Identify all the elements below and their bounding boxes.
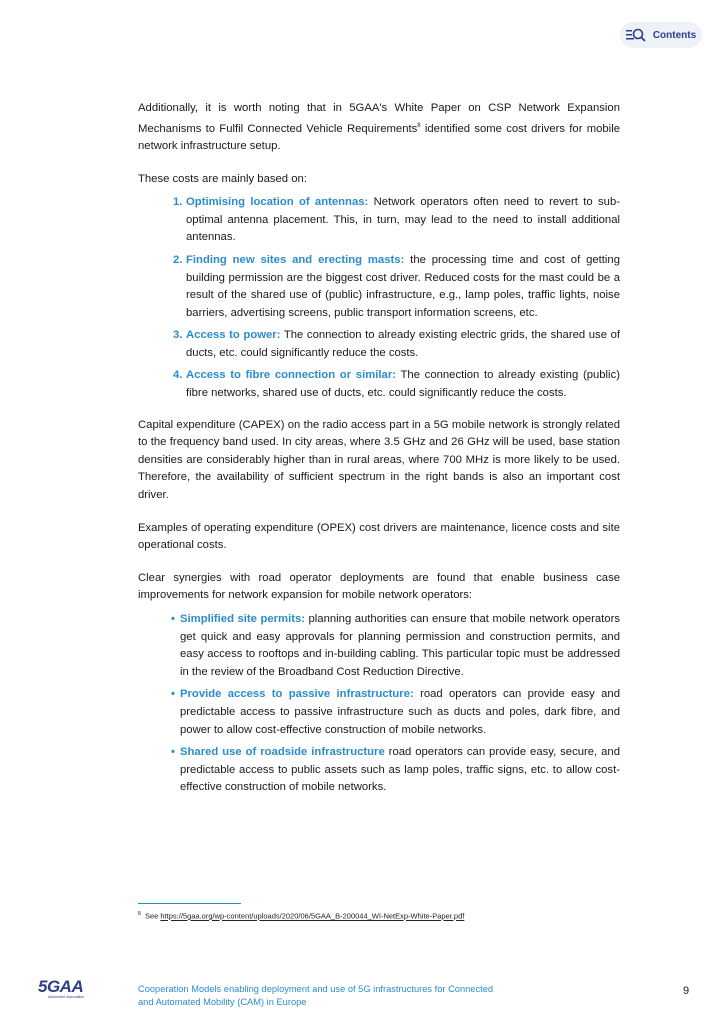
opex-paragraph: Examples of operating expenditure (OPEX) cost drivers are maintenance, licence costs and site operational costs. bbox=[138, 521, 620, 552]
footnote-link[interactable]: https://5gaa.org/wp-content/uploads/2020/06/5GAA_B-200044_WI-NetExp-White-Paper.pdf bbox=[160, 911, 465, 921]
capex-paragraph: Capital expenditure (CAPEX) on the radio access part in a 5G mobile network is strongly related to the frequency band used. In city areas, where 3.5 GHz and 26 GHz will be used, base station densities are considerably higher than in rural areas, where 700 MHz is more likely to be used. Therefore, the availability of sufficient spectrum in the right bands is also an important cost driver. bbox=[138, 418, 620, 502]
list-item: 4. Access to fibre connection or similar: The connection to already existing (public) fibre networks, shared use of ducts, etc. could significantly reduce the costs. bbox=[173, 369, 620, 400]
list-item: • Provide access to passive infrastructure: road operators can provide easy and predictable access to passive infrastructure such as ducts and poles, dark fibre, and power to allow cost-effective construction of mobile networks. bbox=[171, 688, 620, 736]
contents-button[interactable] bbox=[620, 22, 702, 48]
footer-title: Cooperation Models enabling deployment and use of 5G infrastructures for Connected and Automated Mobility (CAM) in Europe bbox=[138, 984, 494, 1007]
costs-intro: These costs are mainly based on: bbox=[138, 172, 307, 185]
cost-driver-list bbox=[138, 194, 620, 403]
footnote-ref[interactable]: 8 bbox=[417, 122, 421, 129]
page-number: 9 bbox=[683, 985, 690, 997]
intro-paragraph: Additionally, it is worth noting that in 5GAA's White Paper on CSP Network Expansion Mechanisms to Fulfil Connected Vehicle Requirements$^8$ identified some cost drivers for mobile network infrastructure setup. bbox=[138, 102, 620, 152]
synergies-paragraph: Clear synergies with road operator deployments are found that enable business case improvements for network expansion for mobile network operators: bbox=[138, 571, 620, 602]
synergy-list bbox=[138, 611, 620, 797]
list-item: 3. Access to power: The connection to already existing electric grids, the shared use of ducts, etc. could significantly reduce the costs. bbox=[173, 329, 620, 359]
list-item: 2. Finding new sites and erecting masts: the processing time and cost of getting building permission are the biggest cost driver. Reduced costs for the mast could be a result of the shared use of (public) infrastructure, e.g., lamp poles, traffic lights, noise barriers, advertising screens, public transport information screens, etc. bbox=[173, 253, 620, 319]
list-item: 1. Optimising location of antennas: Network operators often need to revert to sub-optimal antenna placement. This, in turn, may lead to the need to install additional antennas. bbox=[173, 196, 620, 244]
contents-label: Contents bbox=[652, 29, 697, 41]
list-item: • Shared use of roadside infrastructure road operators can provide easy, secure, and predictable access to public assets such as lamp poles, traffic signs, etc. to allow cost-effective construction of mobile networks. bbox=[171, 746, 620, 794]
footnote-divider bbox=[138, 903, 241, 904]
footnote: $^8$ See https://5gaa.org/wp-content/uploads/2020/06/5GAA_B-200044_WI-NetExp-White-Paper.pdf bbox=[138, 911, 465, 921]
5gaa-logo: 5GAA Automotive Association bbox=[38, 977, 85, 999]
list-item: • Simplified site permits: planning authorities can ensure that mobile network operators get quick and easy approvals for planning permission and construction permits, and easy access to rooftops and in-building cabling. This particular topic must be addressed in the review of the Broadband Cost Reduction Directive. bbox=[171, 613, 620, 678]
search-list-icon bbox=[626, 27, 648, 43]
main-content bbox=[138, 100, 620, 802]
